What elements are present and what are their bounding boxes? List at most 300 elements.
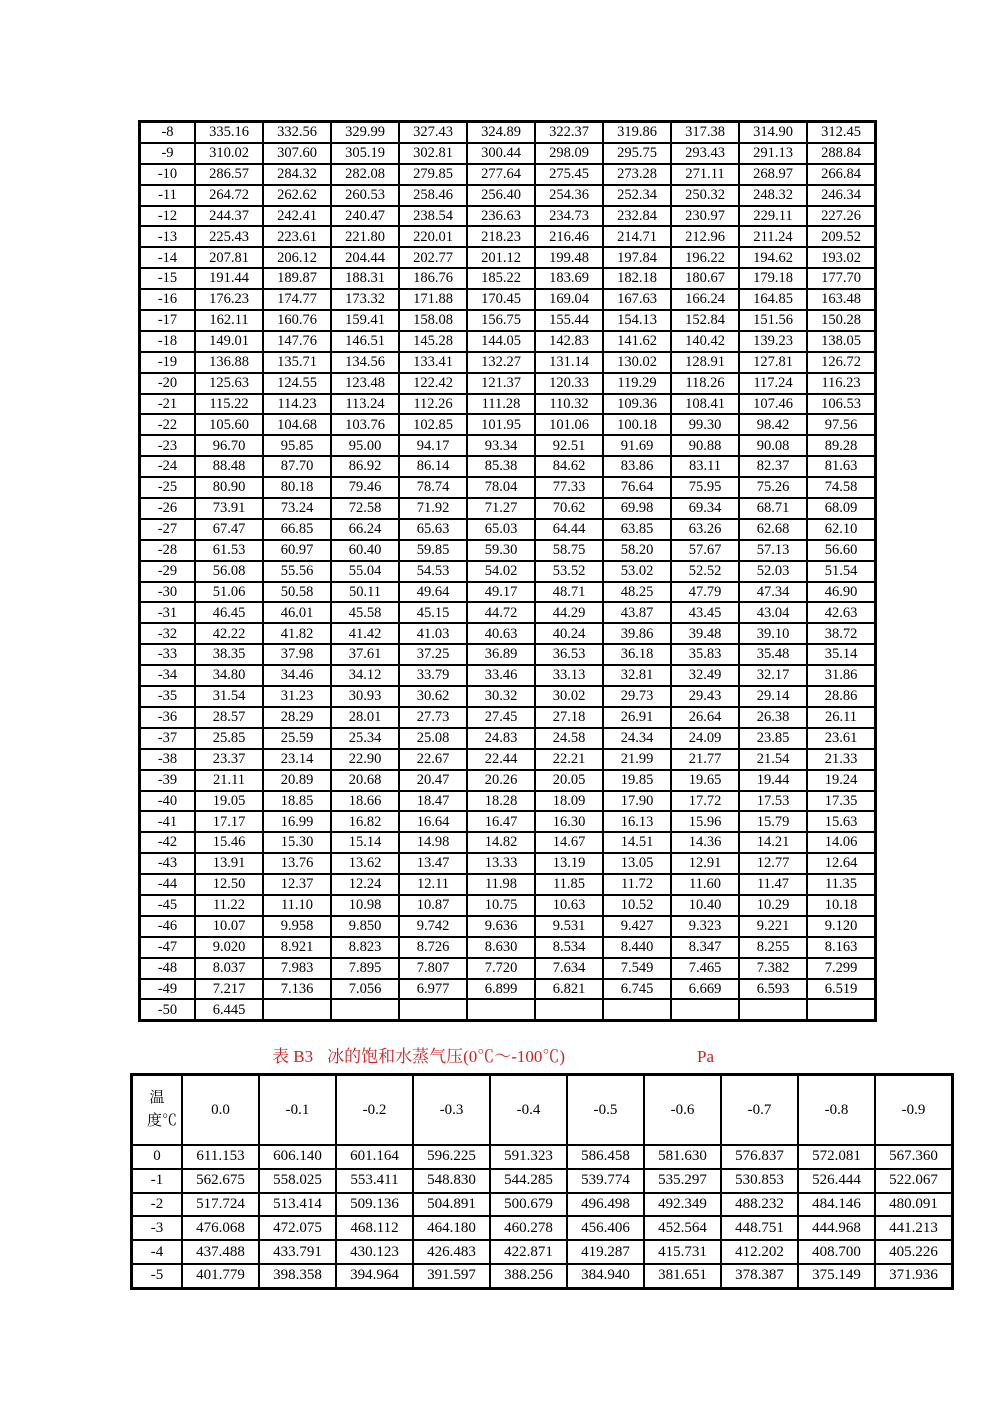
value-cell: 22.67 xyxy=(399,749,467,770)
value-cell: 197.84 xyxy=(603,247,671,268)
temp-cell: -30 xyxy=(140,582,196,603)
temp-cell: -1 xyxy=(132,1169,183,1193)
value-cell: 61.53 xyxy=(195,540,263,561)
value-cell: 216.46 xyxy=(535,226,603,247)
value-cell: 8.921 xyxy=(263,937,331,958)
value-cell: 132.27 xyxy=(467,352,535,373)
value-cell: 18.28 xyxy=(467,791,535,812)
value-cell: 35.83 xyxy=(671,644,739,665)
table-row xyxy=(140,770,876,791)
table-row xyxy=(140,582,876,603)
value-cell xyxy=(807,999,876,1020)
table-row xyxy=(140,394,876,415)
value-cell: 422.871 xyxy=(490,1240,567,1264)
value-cell: 7.465 xyxy=(671,958,739,979)
value-cell: 36.89 xyxy=(467,644,535,665)
value-cell: 27.73 xyxy=(399,707,467,728)
table-row xyxy=(140,414,876,435)
value-cell: 6.669 xyxy=(671,979,739,1000)
table-row xyxy=(140,958,876,979)
value-cell: 611.153 xyxy=(182,1145,259,1169)
value-cell: 452.564 xyxy=(644,1216,721,1240)
unit-label: Pa xyxy=(697,1047,714,1066)
value-cell: 18.85 xyxy=(263,791,331,812)
table-row xyxy=(140,999,876,1020)
value-cell: 288.84 xyxy=(807,143,876,164)
value-cell: 59.85 xyxy=(399,540,467,561)
value-cell: 548.830 xyxy=(413,1169,490,1193)
value-cell: 44.29 xyxy=(535,602,603,623)
value-cell: 43.04 xyxy=(739,602,807,623)
value-cell: 91.69 xyxy=(603,435,671,456)
value-cell: 140.42 xyxy=(671,331,739,352)
value-cell: 34.46 xyxy=(263,665,331,686)
table-row xyxy=(140,519,876,540)
value-cell: 10.63 xyxy=(535,895,603,916)
value-cell: 180.67 xyxy=(671,268,739,289)
value-cell: 76.64 xyxy=(603,477,671,498)
value-cell: 100.18 xyxy=(603,414,671,435)
value-cell: 238.54 xyxy=(399,206,467,227)
value-cell: 43.87 xyxy=(603,602,671,623)
value-cell: 183.69 xyxy=(535,268,603,289)
value-cell: 11.72 xyxy=(603,874,671,895)
value-cell: 576.837 xyxy=(721,1145,798,1169)
value-cell xyxy=(399,999,467,1020)
value-cell: 45.58 xyxy=(331,602,399,623)
column-header: -0.8 xyxy=(798,1075,875,1146)
value-cell: 199.48 xyxy=(535,247,603,268)
value-cell: 256.40 xyxy=(467,185,535,206)
value-cell xyxy=(467,999,535,1020)
temp-cell: -13 xyxy=(140,226,196,247)
value-cell: 112.26 xyxy=(399,394,467,415)
value-cell: 381.651 xyxy=(644,1264,721,1288)
value-cell: 572.081 xyxy=(798,1145,875,1169)
value-cell: 39.10 xyxy=(739,623,807,644)
value-cell: 68.09 xyxy=(807,498,876,519)
value-cell: 15.96 xyxy=(671,811,739,832)
value-cell: 158.08 xyxy=(399,310,467,331)
temp-cell: -29 xyxy=(140,561,196,582)
value-cell: 109.36 xyxy=(603,394,671,415)
value-cell: 317.38 xyxy=(671,122,739,143)
value-cell: 9.120 xyxy=(807,916,876,937)
value-cell: 30.02 xyxy=(535,686,603,707)
value-cell: 324.89 xyxy=(467,122,535,143)
value-cell: 17.35 xyxy=(807,791,876,812)
table-row xyxy=(140,247,876,268)
value-cell: 492.349 xyxy=(644,1193,721,1217)
value-cell: 46.45 xyxy=(195,602,263,623)
column-header: -0.2 xyxy=(336,1075,413,1146)
value-cell: 51.54 xyxy=(807,561,876,582)
value-cell: 34.80 xyxy=(195,665,263,686)
value-cell: 30.62 xyxy=(399,686,467,707)
value-cell: 295.75 xyxy=(603,143,671,164)
value-cell: 7.056 xyxy=(331,979,399,1000)
table-row xyxy=(140,185,876,206)
table-row xyxy=(140,498,876,519)
value-cell: 23.85 xyxy=(739,728,807,749)
value-cell: 72.58 xyxy=(331,498,399,519)
value-cell: 15.63 xyxy=(807,811,876,832)
temp-cell: -44 xyxy=(140,874,196,895)
value-cell: 12.64 xyxy=(807,853,876,874)
value-cell: 164.85 xyxy=(739,289,807,310)
value-cell: 88.48 xyxy=(195,456,263,477)
temp-cell: -5 xyxy=(132,1264,183,1288)
value-cell: 30.32 xyxy=(467,686,535,707)
value-cell: 13.76 xyxy=(263,853,331,874)
value-cell: 433.791 xyxy=(259,1240,336,1264)
table-row xyxy=(140,352,876,373)
value-cell: 12.11 xyxy=(399,874,467,895)
value-cell: 9.850 xyxy=(331,916,399,937)
value-cell: 111.28 xyxy=(467,394,535,415)
value-cell: 398.358 xyxy=(259,1264,336,1288)
table-row xyxy=(140,226,876,247)
value-cell: 65.03 xyxy=(467,519,535,540)
temp-cell: -16 xyxy=(140,289,196,310)
value-cell: 169.04 xyxy=(535,289,603,310)
value-cell: 8.726 xyxy=(399,937,467,958)
value-cell: 21.11 xyxy=(195,770,263,791)
value-cell: 11.10 xyxy=(263,895,331,916)
value-cell: 31.86 xyxy=(807,665,876,686)
value-cell: 66.85 xyxy=(263,519,331,540)
value-cell: 50.58 xyxy=(263,582,331,603)
table-row xyxy=(132,1216,953,1240)
value-cell: 55.56 xyxy=(263,561,331,582)
value-cell: 25.85 xyxy=(195,728,263,749)
value-cell: 6.593 xyxy=(739,979,807,1000)
temp-cell: -45 xyxy=(140,895,196,916)
value-cell: 17.53 xyxy=(739,791,807,812)
value-cell: 32.17 xyxy=(739,665,807,686)
value-cell: 444.968 xyxy=(798,1216,875,1240)
value-cell: 305.19 xyxy=(331,143,399,164)
value-cell: 26.64 xyxy=(671,707,739,728)
table-row xyxy=(140,435,876,456)
table-b3-caption xyxy=(0,1044,992,1070)
value-cell: 160.76 xyxy=(263,310,331,331)
temp-cell: -26 xyxy=(140,498,196,519)
value-cell: 21.77 xyxy=(671,749,739,770)
value-cell: 118.26 xyxy=(671,373,739,394)
value-cell: 9.958 xyxy=(263,916,331,937)
table-row xyxy=(132,1145,953,1169)
value-cell: 64.44 xyxy=(535,519,603,540)
value-cell: 232.84 xyxy=(603,206,671,227)
value-cell: 322.37 xyxy=(535,122,603,143)
value-cell: 6.977 xyxy=(399,979,467,1000)
value-cell: 314.90 xyxy=(739,122,807,143)
value-cell: 218.23 xyxy=(467,226,535,247)
value-cell: 90.88 xyxy=(671,435,739,456)
value-cell: 264.72 xyxy=(195,185,263,206)
value-cell: 99.30 xyxy=(671,414,739,435)
value-cell: 596.225 xyxy=(413,1145,490,1169)
value-cell: 332.56 xyxy=(263,122,331,143)
value-cell: 9.427 xyxy=(603,916,671,937)
value-cell: 18.47 xyxy=(399,791,467,812)
value-cell: 16.64 xyxy=(399,811,467,832)
value-cell: 28.01 xyxy=(331,707,399,728)
value-cell xyxy=(331,999,399,1020)
value-cell: 6.519 xyxy=(807,979,876,1000)
value-cell: 130.02 xyxy=(603,352,671,373)
value-cell: 177.70 xyxy=(807,268,876,289)
value-cell: 394.964 xyxy=(336,1264,413,1288)
value-cell: 10.52 xyxy=(603,895,671,916)
value-cell: 9.323 xyxy=(671,916,739,937)
value-cell: 69.34 xyxy=(671,498,739,519)
table-row xyxy=(140,602,876,623)
value-cell: 77.33 xyxy=(535,477,603,498)
value-cell: 11.60 xyxy=(671,874,739,895)
value-cell: 10.40 xyxy=(671,895,739,916)
value-cell: 220.01 xyxy=(399,226,467,247)
value-cell: 8.823 xyxy=(331,937,399,958)
value-cell xyxy=(535,999,603,1020)
value-cell: 151.56 xyxy=(739,310,807,331)
temp-cell: 0 xyxy=(132,1145,183,1169)
value-cell: 405.226 xyxy=(875,1240,953,1264)
column-header: -0.9 xyxy=(875,1075,953,1146)
value-cell: 8.630 xyxy=(467,937,535,958)
value-cell: 273.28 xyxy=(603,164,671,185)
value-cell xyxy=(603,999,671,1020)
value-cell: 307.60 xyxy=(263,143,331,164)
value-cell: 156.75 xyxy=(467,310,535,331)
table-row xyxy=(140,979,876,1000)
value-cell: 7.720 xyxy=(467,958,535,979)
value-cell: 37.98 xyxy=(263,644,331,665)
value-cell: 298.09 xyxy=(535,143,603,164)
value-cell: 209.52 xyxy=(807,226,876,247)
value-cell: 115.22 xyxy=(195,394,263,415)
value-cell: 19.44 xyxy=(739,770,807,791)
table-row xyxy=(132,1264,953,1288)
value-cell: 179.18 xyxy=(739,268,807,289)
value-cell: 16.99 xyxy=(263,811,331,832)
value-cell: 62.10 xyxy=(807,519,876,540)
value-cell: 39.86 xyxy=(603,623,671,644)
value-cell: 248.32 xyxy=(739,185,807,206)
value-cell: 258.46 xyxy=(399,185,467,206)
value-cell: 155.44 xyxy=(535,310,603,331)
value-cell: 7.382 xyxy=(739,958,807,979)
value-cell: 20.47 xyxy=(399,770,467,791)
value-cell: 426.483 xyxy=(413,1240,490,1264)
value-cell: 185.22 xyxy=(467,268,535,289)
value-cell: 58.75 xyxy=(535,540,603,561)
value-cell: 20.05 xyxy=(535,770,603,791)
value-cell: 17.17 xyxy=(195,811,263,832)
value-cell: 167.63 xyxy=(603,289,671,310)
value-cell: 23.14 xyxy=(263,749,331,770)
value-cell: 152.84 xyxy=(671,310,739,331)
value-cell: 8.163 xyxy=(807,937,876,958)
value-cell: 7.807 xyxy=(399,958,467,979)
value-cell: 127.81 xyxy=(739,352,807,373)
value-cell: 25.34 xyxy=(331,728,399,749)
value-cell: 16.13 xyxy=(603,811,671,832)
value-cell: 95.85 xyxy=(263,435,331,456)
column-header: -0.4 xyxy=(490,1075,567,1146)
value-cell: 52.03 xyxy=(739,561,807,582)
value-cell: 48.71 xyxy=(535,582,603,603)
value-cell: 63.85 xyxy=(603,519,671,540)
value-cell: 71.27 xyxy=(467,498,535,519)
value-cell: 240.47 xyxy=(331,206,399,227)
value-cell: 8.347 xyxy=(671,937,739,958)
value-cell: 147.76 xyxy=(263,331,331,352)
value-cell: 20.68 xyxy=(331,770,399,791)
value-cell: 282.08 xyxy=(331,164,399,185)
value-cell: 246.34 xyxy=(807,185,876,206)
value-cell: 49.17 xyxy=(467,582,535,603)
value-cell: 24.58 xyxy=(535,728,603,749)
value-cell: 66.24 xyxy=(331,519,399,540)
value-cell: 24.34 xyxy=(603,728,671,749)
value-cell: 25.59 xyxy=(263,728,331,749)
value-cell: 19.65 xyxy=(671,770,739,791)
value-cell: 125.63 xyxy=(195,373,263,394)
value-cell: 15.46 xyxy=(195,832,263,853)
temp-cell: -49 xyxy=(140,979,196,1000)
value-cell: 415.731 xyxy=(644,1240,721,1264)
value-cell: 581.630 xyxy=(644,1145,721,1169)
value-cell: 128.91 xyxy=(671,352,739,373)
table-row xyxy=(140,623,876,644)
value-cell: 14.36 xyxy=(671,832,739,853)
temp-cell: -14 xyxy=(140,247,196,268)
value-cell: 591.323 xyxy=(490,1145,567,1169)
value-cell: 384.940 xyxy=(567,1264,644,1288)
value-cell: 159.41 xyxy=(331,310,399,331)
value-cell: 14.21 xyxy=(739,832,807,853)
column-header: -0.1 xyxy=(259,1075,336,1146)
value-cell: 105.60 xyxy=(195,414,263,435)
value-cell: 211.24 xyxy=(739,226,807,247)
value-cell: 24.09 xyxy=(671,728,739,749)
table-row xyxy=(132,1193,953,1217)
value-cell: 535.297 xyxy=(644,1169,721,1193)
value-cell: 107.46 xyxy=(739,394,807,415)
value-cell: 101.06 xyxy=(535,414,603,435)
temp-cell: -32 xyxy=(140,623,196,644)
temp-cell: -33 xyxy=(140,644,196,665)
value-cell: 83.11 xyxy=(671,456,739,477)
temp-cell: -21 xyxy=(140,394,196,415)
value-cell: 230.97 xyxy=(671,206,739,227)
value-cell: 189.87 xyxy=(263,268,331,289)
value-cell: 60.97 xyxy=(263,540,331,561)
value-cell: 108.41 xyxy=(671,394,739,415)
value-cell: 191.44 xyxy=(195,268,263,289)
value-cell: 7.217 xyxy=(195,979,263,1000)
value-cell: 254.36 xyxy=(535,185,603,206)
temp-cell: -2 xyxy=(132,1193,183,1217)
temp-cell: -39 xyxy=(140,770,196,791)
value-cell: 6.821 xyxy=(535,979,603,1000)
value-cell: 142.83 xyxy=(535,331,603,352)
value-cell: 22.44 xyxy=(467,749,535,770)
value-cell: 266.84 xyxy=(807,164,876,185)
value-cell: 9.636 xyxy=(467,916,535,937)
value-cell: 201.12 xyxy=(467,247,535,268)
value-cell: 14.51 xyxy=(603,832,671,853)
value-cell: 441.213 xyxy=(875,1216,953,1240)
value-cell: 391.597 xyxy=(413,1264,490,1288)
value-cell: 51.06 xyxy=(195,582,263,603)
value-cell: 23.61 xyxy=(807,728,876,749)
value-cell: 329.99 xyxy=(331,122,399,143)
value-cell: 23.37 xyxy=(195,749,263,770)
value-cell: 90.08 xyxy=(739,435,807,456)
value-cell: 9.742 xyxy=(399,916,467,937)
value-cell: 21.54 xyxy=(739,749,807,770)
ice-vapor-pressure-table-b3 xyxy=(130,1073,954,1290)
value-cell: 11.85 xyxy=(535,874,603,895)
table-row xyxy=(140,268,876,289)
value-cell: 55.04 xyxy=(331,561,399,582)
value-cell: 437.488 xyxy=(182,1240,259,1264)
temp-cell: -46 xyxy=(140,916,196,937)
table-row xyxy=(140,373,876,394)
temp-cell: -19 xyxy=(140,352,196,373)
value-cell: 170.45 xyxy=(467,289,535,310)
value-cell: 65.63 xyxy=(399,519,467,540)
value-cell: 103.76 xyxy=(331,414,399,435)
value-cell: 182.18 xyxy=(603,268,671,289)
value-cell: 173.32 xyxy=(331,289,399,310)
value-cell: 71.92 xyxy=(399,498,467,519)
value-cell: 35.14 xyxy=(807,644,876,665)
value-cell: 260.53 xyxy=(331,185,399,206)
value-cell: 19.05 xyxy=(195,791,263,812)
temp-cell: -8 xyxy=(140,122,196,143)
value-cell: 530.853 xyxy=(721,1169,798,1193)
value-cell: 13.47 xyxy=(399,853,467,874)
value-cell: 37.61 xyxy=(331,644,399,665)
value-cell: 14.98 xyxy=(399,832,467,853)
value-cell: 460.278 xyxy=(490,1216,567,1240)
value-cell: 20.89 xyxy=(263,770,331,791)
value-cell: 7.983 xyxy=(263,958,331,979)
table-row xyxy=(140,874,876,895)
value-cell: 7.299 xyxy=(807,958,876,979)
table-row xyxy=(140,707,876,728)
value-cell: 33.46 xyxy=(467,665,535,686)
value-cell: 17.90 xyxy=(603,791,671,812)
value-cell: 46.01 xyxy=(263,602,331,623)
value-cell: 45.15 xyxy=(399,602,467,623)
value-cell: 68.71 xyxy=(739,498,807,519)
value-cell: 22.90 xyxy=(331,749,399,770)
temp-cell: -48 xyxy=(140,958,196,979)
value-cell: 95.00 xyxy=(331,435,399,456)
value-cell: 300.44 xyxy=(467,143,535,164)
value-cell: 69.98 xyxy=(603,498,671,519)
temp-cell: -25 xyxy=(140,477,196,498)
value-cell: 375.149 xyxy=(798,1264,875,1288)
value-cell: 150.28 xyxy=(807,310,876,331)
value-cell xyxy=(739,999,807,1020)
value-cell: 146.51 xyxy=(331,331,399,352)
